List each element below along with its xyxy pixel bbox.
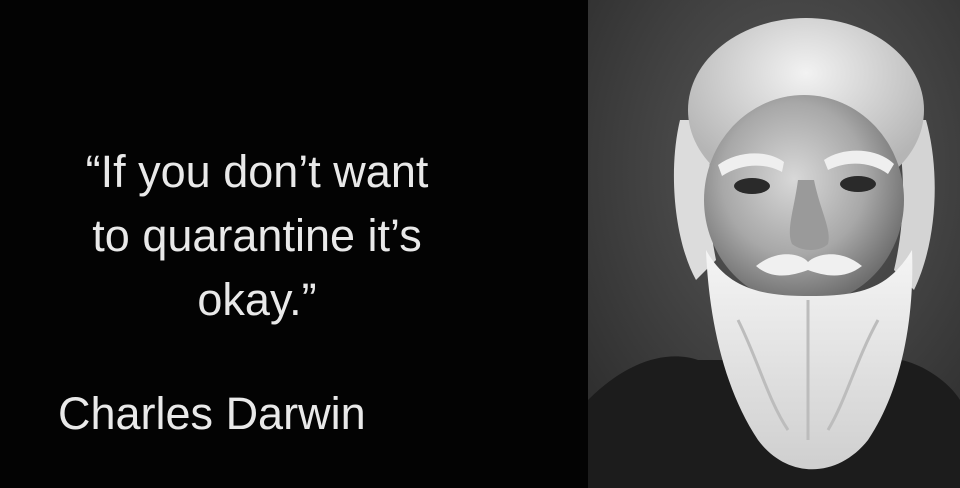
- portrait-photo: [588, 0, 960, 488]
- quote-line: to quarantine it’s: [92, 210, 422, 261]
- left-eye: [734, 178, 770, 194]
- quote-text: [22, 140, 492, 332]
- quote-line: “If you don’t want: [85, 146, 429, 197]
- quote-attribution: Charles Darwin: [58, 388, 366, 439]
- right-eye: [840, 176, 876, 192]
- quote-line: okay.”: [197, 274, 317, 325]
